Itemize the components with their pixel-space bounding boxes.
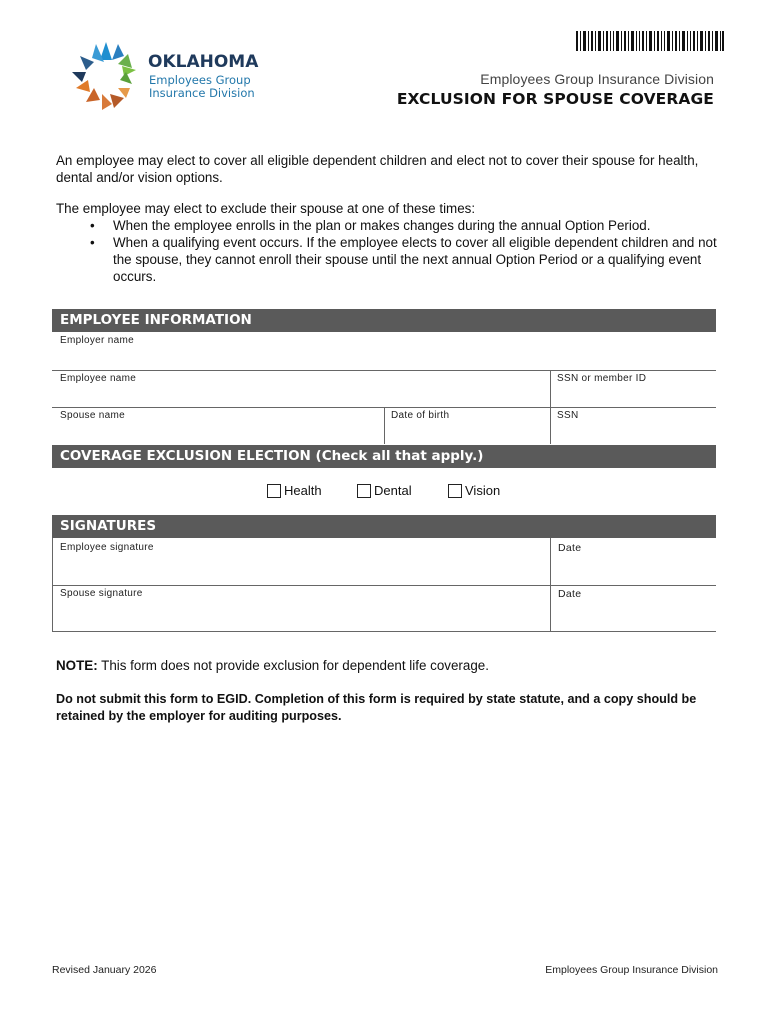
- signatures-heading: SIGNATURES: [52, 515, 716, 538]
- vision-checkbox[interactable]: [448, 483, 500, 498]
- ssn-field[interactable]: [551, 421, 716, 444]
- date-of-birth-label: Date of birth: [391, 410, 450, 421]
- submission-warning: Do not submit this form to EGID. Completion of this form is required by state statute, and a copy should be retained by the employer for auditing purposes.: [56, 692, 697, 723]
- note-body: This form does not provide exclusion for dependent life coverage.: [97, 658, 489, 673]
- date-label: Date: [558, 542, 582, 554]
- spouse-date-field[interactable]: [551, 601, 716, 631]
- date-label: Date: [558, 588, 582, 600]
- dental-label: Dental: [374, 483, 412, 498]
- employee-date-field[interactable]: [551, 555, 716, 584]
- barcode: [576, 31, 724, 51]
- list-item: • When the employee enrolls in the plan or makes changes during the annual Option Period.: [90, 217, 720, 234]
- coverage-exclusion-heading: COVERAGE EXCLUSION ELECTION (Check all that apply.): [52, 445, 716, 468]
- intro-paragraph-1: An employee may elect to cover all eligible dependent children and elect not to cover their spouse for health, dental and/or vision options.: [56, 153, 699, 185]
- spouse-name-field[interactable]: [52, 421, 384, 444]
- checkbox-box[interactable]: [267, 484, 281, 498]
- health-label: Health: [284, 483, 322, 498]
- division-name: Employees Group Insurance Division: [480, 71, 714, 87]
- logo-subtitle-2: Insurance Division: [149, 86, 255, 100]
- ssn-member-id-label: SSN or member ID: [557, 373, 647, 384]
- note-label: NOTE:: [56, 658, 98, 673]
- list-item: • When a qualifying event occurs. If the employee elects to cover all eligible dependent children and not the spouse, they cannot enroll their spouse until the next annual Option Period or a qualifying event occurs.: [90, 234, 720, 285]
- employer-name-field[interactable]: [52, 346, 716, 370]
- note-text: [56, 658, 489, 673]
- spouse-name-label: Spouse name: [60, 410, 126, 421]
- spouse-signature-field[interactable]: [52, 601, 550, 631]
- employee-information-heading: EMPLOYEE INFORMATION: [52, 309, 716, 332]
- date-of-birth-field[interactable]: [385, 421, 550, 444]
- intro-paragraph-2: The employee may elect to exclude their spouse at one of these times:: [56, 201, 476, 216]
- employer-name-label: Employer name: [60, 335, 134, 346]
- logo-subtitle-1: Employees Group: [149, 73, 251, 87]
- exclusion-times-list: [90, 217, 720, 285]
- logo-wordmark: OKLAHOMA: [148, 52, 259, 72]
- health-checkbox[interactable]: [267, 483, 322, 498]
- employee-name-label: Employee name: [60, 373, 137, 384]
- employee-signature-label: Employee signature: [60, 542, 154, 553]
- employee-signature-field[interactable]: [52, 555, 550, 584]
- vision-label: Vision: [465, 483, 501, 498]
- employee-name-field[interactable]: [52, 384, 550, 407]
- egid-logo: [66, 40, 266, 115]
- dental-checkbox[interactable]: [357, 483, 412, 498]
- revision-date: Revised January 2026: [52, 964, 157, 976]
- checkbox-box[interactable]: [357, 484, 371, 498]
- spouse-signature-label: Spouse signature: [60, 588, 143, 599]
- checkbox-box[interactable]: [448, 484, 462, 498]
- logo-star-icon: [66, 40, 146, 115]
- ssn-label: SSN: [557, 410, 579, 421]
- footer-division: Employees Group Insurance Division: [545, 964, 718, 976]
- form-title: EXCLUSION FOR SPOUSE COVERAGE: [396, 90, 714, 108]
- ssn-member-id-field[interactable]: [551, 384, 716, 407]
